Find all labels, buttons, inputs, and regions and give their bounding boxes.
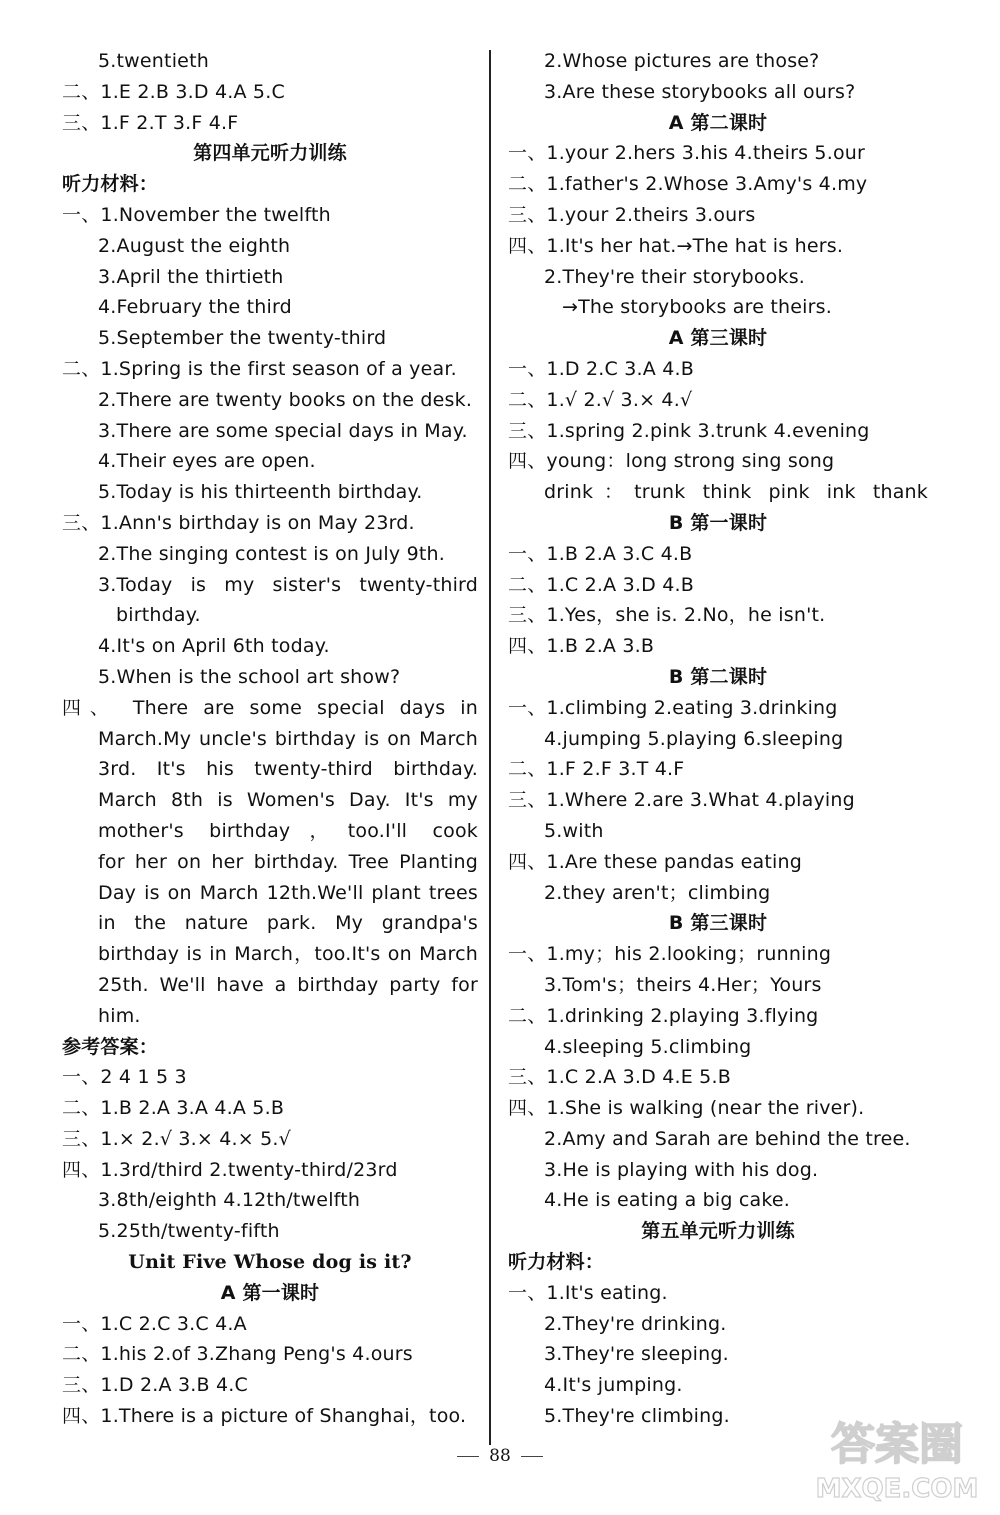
left-line: March 8th is Women's Day. It's my xyxy=(98,789,478,812)
left-line: 四、 There are some special days in xyxy=(62,696,478,719)
left-line: 二、1.his 2.of 3.Zhang Peng's 4.ours xyxy=(62,1343,413,1366)
right-line: 二、1.father's 2.Whose 3.Amy's 4.my xyxy=(508,173,868,196)
left-line: 3rd. It's his twenty-third birthday. xyxy=(98,758,478,781)
right-line: 一、1.my；his 2.looking；running xyxy=(508,943,832,966)
left-line: 二、1.Spring is the first season of a year. xyxy=(62,357,457,380)
right-line: B 第二课时 xyxy=(668,665,768,688)
left-line: 二、1.E 2.B 3.D 4.A 5.C xyxy=(62,80,285,103)
left-line: 三、1.× 2.√ 3.× 4.× 5.√ xyxy=(62,1127,291,1150)
left-line: 5.When is the school art show? xyxy=(98,665,401,688)
left-line: 5.twentieth xyxy=(98,50,209,72)
page-number: 88 xyxy=(0,1446,1000,1466)
left-line: birthday. xyxy=(116,604,201,627)
left-line: 3.April the thirtieth xyxy=(98,265,284,288)
right-line: drink：trunk think pink ink thank xyxy=(544,481,928,504)
watermark-logo xyxy=(808,1397,986,1507)
right-line: 一、1.D 2.C 3.A 4.B xyxy=(508,357,694,380)
right-line: 4.It's jumping. xyxy=(544,1374,683,1397)
left-line: him. xyxy=(98,1004,141,1027)
left-line: 5.25th/twenty-fifth xyxy=(98,1220,280,1243)
left-line: 5.September the twenty-third xyxy=(98,327,387,350)
right-line: 一、1.B 2.A 3.C 4.B xyxy=(508,542,693,565)
left-line: 2.August the eighth xyxy=(98,234,291,257)
right-line: 听力材料： xyxy=(508,1251,605,1274)
left-line: March.My uncle's birthday is on March xyxy=(98,727,478,750)
left-line: 4.It's on April 6th today. xyxy=(98,635,330,658)
left-line: 三、1.D 2.A 3.B 4.C xyxy=(62,1374,248,1397)
right-line: B 第一课时 xyxy=(668,511,768,534)
right-line: 二、1.C 2.A 3.D 4.B xyxy=(508,573,694,596)
right-line: 3.Are these storybooks all ours? xyxy=(544,80,856,103)
right-line: 四、1.B 2.A 3.B xyxy=(508,635,655,658)
right-line: 2.Amy and Sarah are behind the tree. xyxy=(544,1127,911,1150)
right-line: 四、1.Are these pandas eating xyxy=(508,850,803,873)
right-line: 三、1.Where 2.are 3.What 4.playing xyxy=(508,789,855,812)
left-line: 参考答案： xyxy=(62,1035,159,1058)
left-line: 25th. We'll have a birthday party for xyxy=(98,973,478,996)
right-line: 三、1.C 2.A 3.D 4.E 5.B xyxy=(508,1066,731,1089)
right-line: 4.He is eating a big cake. xyxy=(544,1189,791,1212)
right-line: 一、1.your 2.hers 3.his 4.theirs 5.our xyxy=(508,142,866,165)
left-line: birthday is in March，too.It's on March xyxy=(98,943,478,966)
left-line: in the nature park. My grandpa's xyxy=(98,912,478,935)
right-line: →The storybooks are theirs. xyxy=(562,296,832,319)
left-line: 2.There are twenty books on the desk. xyxy=(98,388,473,411)
right-line: 三、1.spring 2.pink 3.trunk 4.evening xyxy=(508,419,870,442)
left-line: 5.Today is his thirteenth birthday. xyxy=(98,481,423,504)
right-line: 第五单元听力训练 xyxy=(641,1220,795,1243)
right-line: 三、1.your 2.theirs 3.ours xyxy=(508,203,756,226)
left-line: A 第一课时 xyxy=(220,1281,320,1304)
right-line: 2.They're their storybooks. xyxy=(544,265,806,288)
right-line: 2.they aren't；climbing xyxy=(544,881,771,904)
right-line: 二、1.√ 2.√ 3.× 4.√ xyxy=(508,388,693,411)
right-column xyxy=(508,46,928,1432)
right-line: 5.with xyxy=(544,819,604,842)
right-line: 二、1.drinking 2.playing 3.flying xyxy=(508,1004,819,1027)
right-line: 三、1.Yes，she is. 2.No，he isn't. xyxy=(508,604,826,627)
watermark-cn: 答案圈 xyxy=(831,1419,963,1470)
left-line: 听力材料： xyxy=(62,173,159,196)
right-line: 四、1.It's her hat.→The hat is hers. xyxy=(508,234,844,257)
left-column xyxy=(62,46,478,1432)
right-line: 4.jumping 5.playing 6.sleeping xyxy=(544,727,844,750)
column-divider xyxy=(489,50,491,1445)
right-line: 2.They're drinking. xyxy=(544,1312,727,1335)
left-line: 一、2 4 1 5 3 xyxy=(62,1066,187,1089)
right-line: A 第二课时 xyxy=(668,111,768,134)
left-line: 一、1.C 2.C 3.C 4.A xyxy=(62,1312,247,1335)
right-line: 一、1.climbing 2.eating 3.drinking xyxy=(508,696,838,719)
right-line: 5.They're climbing. xyxy=(544,1405,730,1428)
left-line: for her on her birthday. Tree Planting xyxy=(98,850,478,873)
left-line: Day is on March 12th.We'll plant trees xyxy=(98,881,478,904)
right-line: B 第三课时 xyxy=(668,912,768,935)
left-line: 一、1.November the twelfth xyxy=(62,203,331,226)
right-line: A 第三课时 xyxy=(668,327,768,350)
left-line: Unit Five Whose dog is it? xyxy=(128,1251,412,1274)
left-line: 2.The singing contest is on July 9th. xyxy=(98,542,445,565)
right-line: 二、1.F 2.F 3.T 4.F xyxy=(508,758,685,781)
right-line: 4.sleeping 5.climbing xyxy=(544,1035,752,1058)
left-line: 4.February the third xyxy=(98,296,292,319)
left-line: 3.8th/eighth 4.12th/twelfth xyxy=(98,1189,361,1212)
left-line: 4.Their eyes are open. xyxy=(98,450,316,473)
left-line: 三、1.F 2.T 3.F 4.F xyxy=(62,111,239,134)
watermark-en: MXQE.COM xyxy=(815,1474,979,1504)
right-line: 四、young：long strong sing song xyxy=(508,450,835,473)
right-line: 四、1.She is walking (near the river). xyxy=(508,1097,865,1120)
right-line: 2.Whose pictures are those? xyxy=(544,50,820,72)
left-line: 3.There are some special days in May. xyxy=(98,419,468,442)
left-line: 3.Today is my sister's twenty-third xyxy=(98,573,478,596)
left-line: 二、1.B 2.A 3.A 4.A 5.B xyxy=(62,1097,285,1120)
left-line: 四、1.There is a picture of Shanghai，too. xyxy=(62,1405,467,1428)
right-line: 3.He is playing with his dog. xyxy=(544,1158,819,1181)
left-line: 四、1.3rd/third 2.twenty-third/23rd xyxy=(62,1158,398,1181)
left-line: 三、1.Ann's birthday is on May 23rd. xyxy=(62,511,415,534)
right-line: 3.Tom's；theirs 4.Her；Yours xyxy=(544,973,822,996)
right-line: 3.They're sleeping. xyxy=(544,1343,729,1366)
right-line: 一、1.It's eating. xyxy=(508,1281,668,1304)
left-line: 第四单元听力训练 xyxy=(193,142,347,165)
left-line: mother's birthday，too.I'll cook xyxy=(98,819,478,842)
